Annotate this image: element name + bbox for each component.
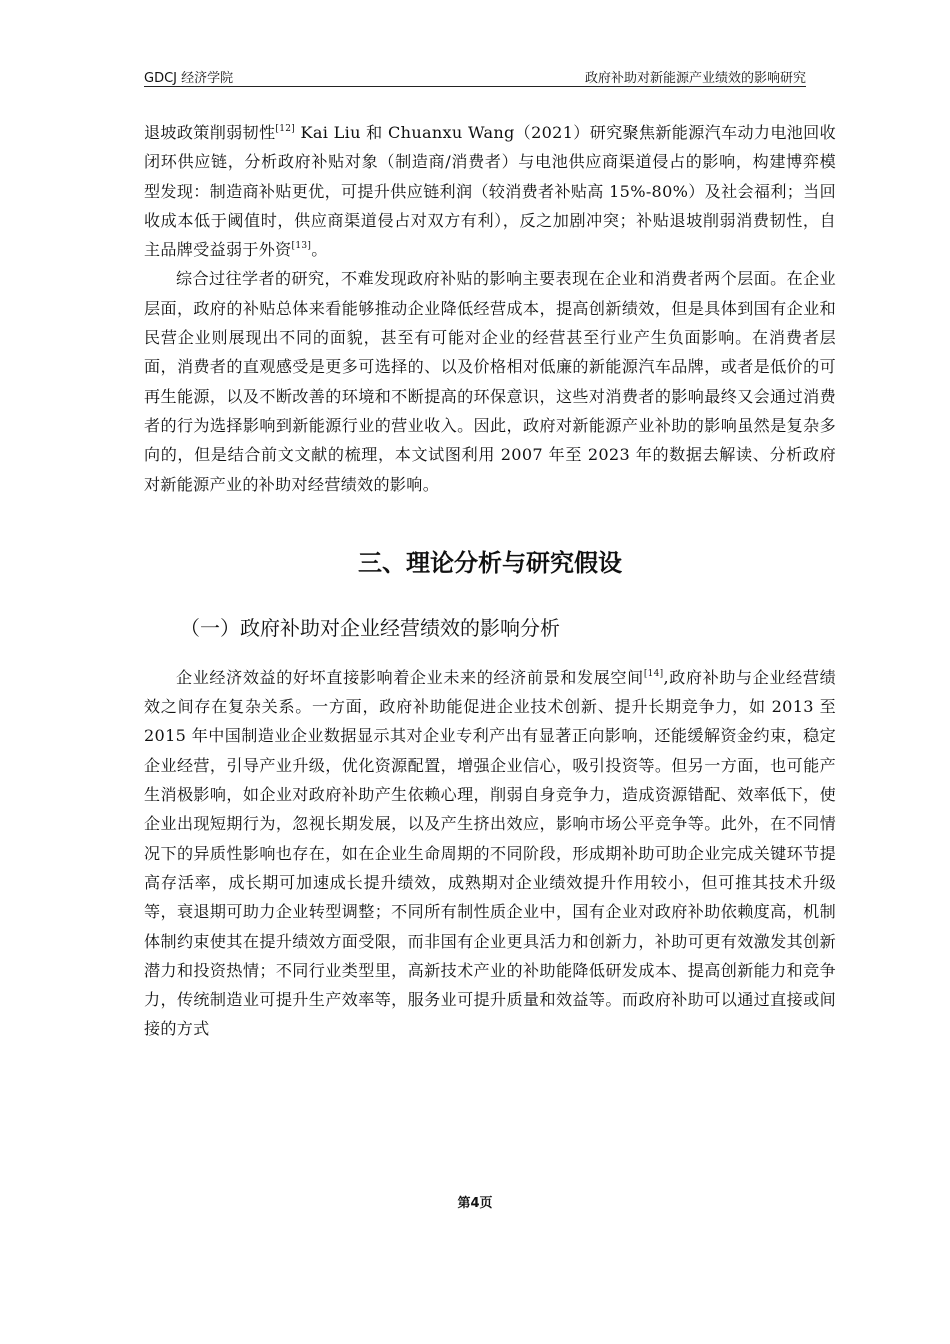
page-body — [144, 118, 836, 1044]
subsection-title: （一）政府补助对企业经营绩效的影响分析 — [180, 615, 560, 640]
citation-12: [12] — [275, 124, 296, 134]
citation-14: [14] — [643, 668, 664, 679]
paragraph-2: 综合过往学者的研究，不难发现政府补贴的影响主要表现在企业和消费者两个层面。在企业层面，政府的补贴总体来看能够推动企业降低经营成本，提高创新绩效，但是具体到国有企业和民营企业则展现出不同的面貌，甚至有可能对企业的经营甚至行业产生负面影响。在消费者层面，消费者的直观感受是更多可选择的、以及价格相对低廉的新能源汽车品牌，或者是低价的可再生能源，以及不断改善的环境和不断提高的环保意识，这些对消费者的影响最终又会通过消费者的行为选择影响到新能源行业的营业收入。因此，政府对新能源产业补助的影响虽然是复杂多向的，但是结合前文文献的梳理，本文试图利用 2007 年至 2023 年的数据去解读、分析政府对新能源产业的补助对经营绩效的影响。 — [144, 269, 836, 494]
section-title: 三、理论分析与研究假设 — [358, 548, 622, 577]
header-institution: GDCJ 经济学院 — [144, 71, 234, 86]
paragraph-1-text-c: 。 — [311, 240, 328, 260]
paragraph-3 — [144, 663, 836, 1044]
citation-13: [13] — [291, 241, 312, 252]
page-number: 第4页 — [457, 1196, 493, 1211]
paragraph-1-text-a: 退坡政策削弱韧性 — [144, 123, 276, 142]
header-paper-title: 政府补助对新能源产业绩效的影响研究 — [584, 71, 806, 86]
paragraph-3-text-a: 企业经济效益的好坏直接影响着企业未来的经济前景和发展空间 — [176, 667, 644, 687]
page-header — [144, 66, 806, 87]
paragraph-1 — [144, 118, 836, 264]
paragraph-1-text-b: Kai Liu 和 Chuanxu Wang（2021）研究聚焦新能源汽车动力电池回收闭环供应链，分析政府补贴对象（制造商/消费者）与电池供应商渠道侵占的影响，构建博弈模型发现：制造商补贴更优，可提升供应链利润（较消费者补贴高 15%-80%）及社会福利；当回收成本低于阈值时，供应商渠道侵占对双方有利），反之加剧冲突；补贴退坡削弱消费韧性，自主品牌受益弱于外资 — [144, 123, 836, 260]
paragraph-3-text-b: ,政府补助与企业经营绩效之间存在复杂关系。一方面，政府补助能促进企业技术创新、提升长期竞争力，如 2013 至 2015 年中国制造业企业数据显示其对企业专利产出有显著正向影响，还能缓解资金约束，稳定企业经营，引导产业升级，优化资源配置，增强企业信心，吸引投资等。但另一方面，也可能产生消极影响，如企业对政府补助产生依赖心理，削弱自身竞争力，造成资源错配、效率低下，使企业出现短期行为，忽视长期发展，以及产生挤出效应，影响市场公平竞争等。此外，在不同情况下的异质性影响也存在，如在企业生命周期的不同阶段，形成期补助可助企业完成关键环节提高存活率，成长期可加速成长提升绩效，成熟期对企业绩效提升作用较小，但可推其技术升级等，衰退期可助力企业转型调整；不同所有制性质企业中，国有企业对政府补助依赖度高，机制体制约束使其在提升绩效方面受限，而非国有企业更具活力和创新力，补助可更有效激发其创新潜力和投资热情；不同行业类型里，高新技术产业的补助能降低研发成本、提高创新能力和竞争力，传统制造业可提升生产效率等，服务业可提升质量和效益等。而政府补助可以通过直接或间接的方式 — [144, 667, 836, 1039]
